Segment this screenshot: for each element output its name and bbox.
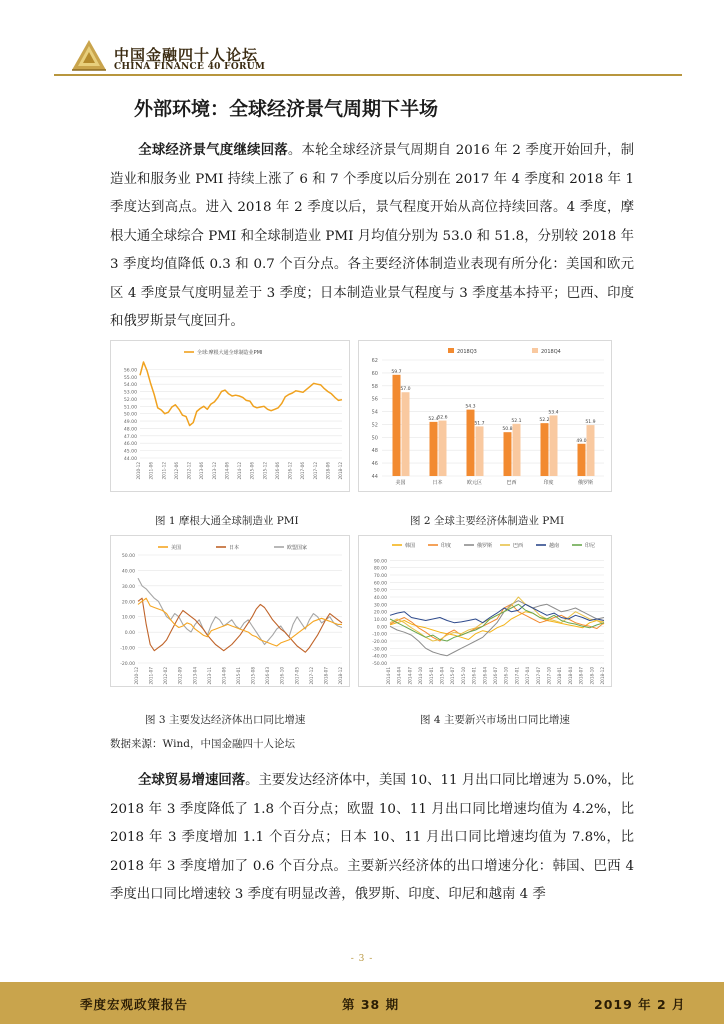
x-tick-label: 2014-06 [224,462,230,480]
legend-label: 越南 [549,543,560,549]
category-label: 巴西 [506,480,517,486]
y-tick-label: 70.00 [373,574,387,579]
x-tick-label: 2011-06 [148,462,154,480]
y-tick-label: 56.00 [123,368,137,374]
bar [541,423,549,476]
x-tick-label: 2015-06 [249,462,255,480]
page-header [0,0,724,80]
y-tick-label: -50.00 [372,662,387,667]
x-tick-label: 2010-12 [134,667,139,685]
paragraph-pmi [110,137,634,337]
y-tick-label: 46.00 [123,442,137,448]
x-tick-label: 2016-10 [503,667,509,685]
y-tick-label: 62 [371,358,378,364]
y-tick-label: 60.00 [373,581,387,587]
category-label: 俄罗斯 [577,480,594,486]
bar-value-label: 52.4 [428,416,439,422]
x-tick-label: 2018-12 [338,462,343,480]
y-tick-label: 44 [371,474,378,480]
org-name-en: CHINA FINANCE 40 FORUM [114,62,266,72]
bar-value-label: 51.7 [474,421,485,427]
paragraph-lead: 全球贸易增速回落 [138,773,246,788]
bar [402,392,410,476]
bar-value-label: 49.0 [576,438,587,444]
x-tick-label: 2013-04 [192,667,198,685]
paragraph-body: 。主要发达经济体中，美国 10、11 月出口同比增速为 5.0%，比 2018 年 3 季度降低了 1.8 个百分点；欧盟 10、11 月出口同比增速均值为 4.2%，比 2018 年 3 季度增加 1.1 个百分点；日本 10、11 月出口同比增速均值为 7.8%，比 2018 年 3 季度增加了 0.6 个百分点。主要新兴经济体的出口增速分化：韩国、巴西 4 季度出口同比增速较 3 季度有明显改善，俄罗斯、印度、印尼和越南 4 季 [110,773,635,902]
legend-label: 俄罗斯 [477,543,493,549]
bar [550,415,558,476]
bar-value-label: 57.0 [400,387,411,393]
legend-swatch [532,348,538,353]
bar-value-label: 53.4 [548,410,559,416]
category-label: 印度 [543,480,554,486]
figure-2-caption: 图 2 全球主要经济体制造业 PMI [410,515,565,527]
x-tick-label: 2015-04 [439,667,445,685]
chart-frame [359,536,612,687]
page-number: - 3 - [350,954,374,964]
bar-value-label: 51.9 [585,420,596,426]
paragraph-trade [110,767,634,910]
x-tick-label: 2015-10 [460,667,466,685]
bar [393,375,401,476]
bar-value-label: 59.7 [391,369,402,375]
y-tick-label: 58 [371,383,378,390]
category-label: 欧元区 [466,480,483,486]
x-tick-label: 2016-12 [287,462,293,480]
x-tick-label: 2018-12 [338,667,343,685]
org-name-cn: 中国金融四十人论坛 [114,46,259,64]
x-tick-label: 2014-07 [407,667,413,685]
header-divider [54,74,682,76]
legend-label: 印尼 [585,543,596,549]
legend-label: 日本 [229,545,240,551]
y-tick-label: 49.00 [123,420,137,426]
x-tick-label: 2012-12 [186,462,192,480]
y-tick-label: 30.00 [121,584,135,590]
y-tick-label: 52 [371,422,378,429]
y-tick-label: 52.00 [123,397,137,403]
legend-label: 欧盟国家 [287,545,308,551]
chart-major-economies-pmi [358,340,612,492]
bar [587,425,595,476]
x-tick-label: 2018-06 [325,462,331,480]
x-tick-label: 2016-07 [493,667,498,685]
y-tick-label: 0.00 [124,631,135,637]
y-tick-label: 51.00 [123,405,137,411]
y-tick-label: 55.00 [123,375,137,381]
y-tick-label: 80.00 [373,566,387,572]
bar [504,432,512,476]
legend-label: 巴西 [513,543,524,549]
y-tick-label: 50 [371,435,378,442]
y-tick-label: 30.00 [373,603,387,609]
y-tick-label: 90.00 [373,559,387,565]
y-tick-label: 48 [371,448,378,455]
figure-4-caption: 图 4 主要新兴市场出口同比增速 [420,714,570,726]
y-tick-label: 54.00 [123,383,137,389]
y-tick-label: 50.00 [123,412,137,418]
bar-value-label: 54.3 [465,404,476,410]
x-tick-label: 2011-07 [148,667,154,685]
x-tick-label: 2017-10 [546,667,552,685]
footer-report-name: 季度宏观政策报告 [80,997,189,1012]
category-label: 美国 [395,480,406,486]
x-tick-label: 2015-12 [262,462,268,480]
y-tick-label: -30.00 [372,647,387,653]
x-tick-label: 2015-01 [428,667,434,685]
bar [513,424,521,476]
y-tick-label: 10.00 [373,618,387,623]
bar [476,426,484,476]
x-tick-label: 2012-06 [173,462,179,480]
y-tick-label: -20.00 [372,640,387,645]
y-tick-label: 40.00 [121,569,135,575]
category-label: 日本 [432,480,443,486]
x-tick-label: 2014-06 [221,667,227,685]
y-tick-label: 20.00 [373,610,387,616]
bar [467,410,475,476]
paragraph-body: 。本轮全球经济景气周期自 2016 年 2 季度开始回升，制造业和服务业 PMI 持续上涨了 6 和 7 个季度以后分别在 2017 年 4 季度和 2018 年 1 季度达到高点。进入 2018 年 2 季度以后，景气程度开始从高位持续回落。4 季度，摩根大通全球综合 PMI 和全球制造业 PMI 月均值分别为 53.0 和 51.8，分别较 2018 年 3 季度均值降低 0.3 和 0.7 个百分点。各主要经济体制造业表现有所分化：美国和欧元区 4 季度景气度明显差于 3 季度；日本制造业景气程度与 3 季度基本持平；巴西、印度和俄罗斯景气度回升。 [110,143,634,329]
data-source-note: 数据来源：Wind，中国金融四十人论坛 [110,738,295,750]
x-tick-label: 2014-04 [396,667,402,685]
y-tick-label: 54 [371,409,378,416]
x-tick-label: 2018-01 [557,667,563,685]
y-tick-label: 56 [371,396,378,403]
x-tick-label: 2012-02 [163,667,169,685]
y-tick-label: 48.00 [123,427,137,433]
x-tick-label: 2017-12 [312,462,318,480]
bar-value-label: 52.1 [511,418,522,424]
x-tick-label: 2018-04 [567,667,573,685]
x-tick-label: 2018-10 [589,667,595,685]
x-tick-label: 2018-12 [600,667,605,685]
chart-emerging-exports [358,535,612,687]
x-tick-label: 2018-07 [323,667,329,685]
x-tick-label: 2012-09 [177,667,183,685]
x-tick-label: 2016-06 [274,462,280,480]
y-tick-label: 46 [371,461,378,468]
legend-label: 美国 [171,545,182,551]
y-tick-label: 50.00 [373,588,387,594]
footer-issue: 第 38 期 [342,997,400,1012]
x-tick-label: 2013-12 [211,462,217,480]
x-tick-label: 2015-07 [450,667,456,685]
x-tick-label: 2016-04 [482,667,488,685]
x-tick-label: 2014-12 [237,462,242,480]
y-tick-label: 60 [371,370,378,377]
x-tick-label: 2013-06 [199,462,205,480]
x-tick-label: 2016-03 [265,667,271,685]
x-tick-label: 2017-01 [514,667,520,685]
y-tick-label: -20.00 [120,662,135,667]
x-tick-label: 2011-12 [161,462,167,480]
y-tick-label: -10.00 [120,646,135,652]
chart-developed-exports [110,535,350,687]
y-tick-label: 47.00 [123,434,137,440]
y-tick-label: 0.00 [376,625,387,631]
x-tick-label: 2014-01 [386,667,391,685]
x-tick-label: 2017-05 [294,667,300,685]
figure-1-caption: 图 1 摩根大通全球制造业 PMI [155,515,299,527]
x-tick-label: 2017-12 [308,667,314,685]
bar-value-label: 52.6 [437,415,448,421]
x-tick-label: 2010-12 [136,462,141,480]
y-tick-label: 44.00 [123,457,137,462]
legend-label: 印度 [441,543,452,549]
legend-label: 2018Q4 [541,349,561,355]
x-tick-label: 2016-01 [471,667,477,685]
y-tick-label: 53.00 [123,390,137,396]
bar [439,421,447,476]
forum-logo-icon [70,38,108,72]
y-tick-label: 20.00 [121,600,135,606]
bar [430,422,438,476]
x-tick-label: 2015-08 [250,667,256,685]
y-tick-label: -10.00 [372,632,387,638]
x-tick-label: 2013-11 [206,667,212,685]
x-tick-label: 2017-06 [300,462,306,480]
x-tick-label: 2015-01 [236,667,241,685]
footer-date: 2019 年 2 月 [594,997,686,1012]
chart-global-pmi [110,340,350,492]
page-footer [0,982,724,1024]
x-tick-label: 2017-04 [525,667,531,685]
x-tick-label: 2016-10 [279,667,285,685]
chart-frame [111,536,350,687]
figure-3-caption: 图 3 主要发达经济体出口同比增速 [145,714,306,726]
paragraph-lead: 全球经济景气度继续回落 [138,143,288,158]
section-title: 外部环境：全球经济景气周期下半场 [134,98,439,120]
y-tick-label: 50.00 [121,554,135,559]
bar-value-label: 50.8 [502,427,513,433]
legend-label: 韩国 [405,543,416,549]
y-tick-label: -40.00 [372,654,387,660]
y-tick-label: 45.00 [123,449,137,455]
legend-label: 全球:摩根大通全球制造业PMI [197,350,263,356]
y-tick-label: 40.00 [373,596,387,601]
legend-label: 2018Q3 [457,349,477,355]
y-tick-label: 10.00 [121,615,135,621]
bar-value-label: 52.2 [539,418,550,424]
x-tick-label: 2018-07 [578,667,584,685]
x-tick-label: 2014-10 [418,667,424,685]
legend-swatch [448,348,454,353]
bar [578,444,586,476]
x-tick-label: 2017-07 [535,667,541,685]
